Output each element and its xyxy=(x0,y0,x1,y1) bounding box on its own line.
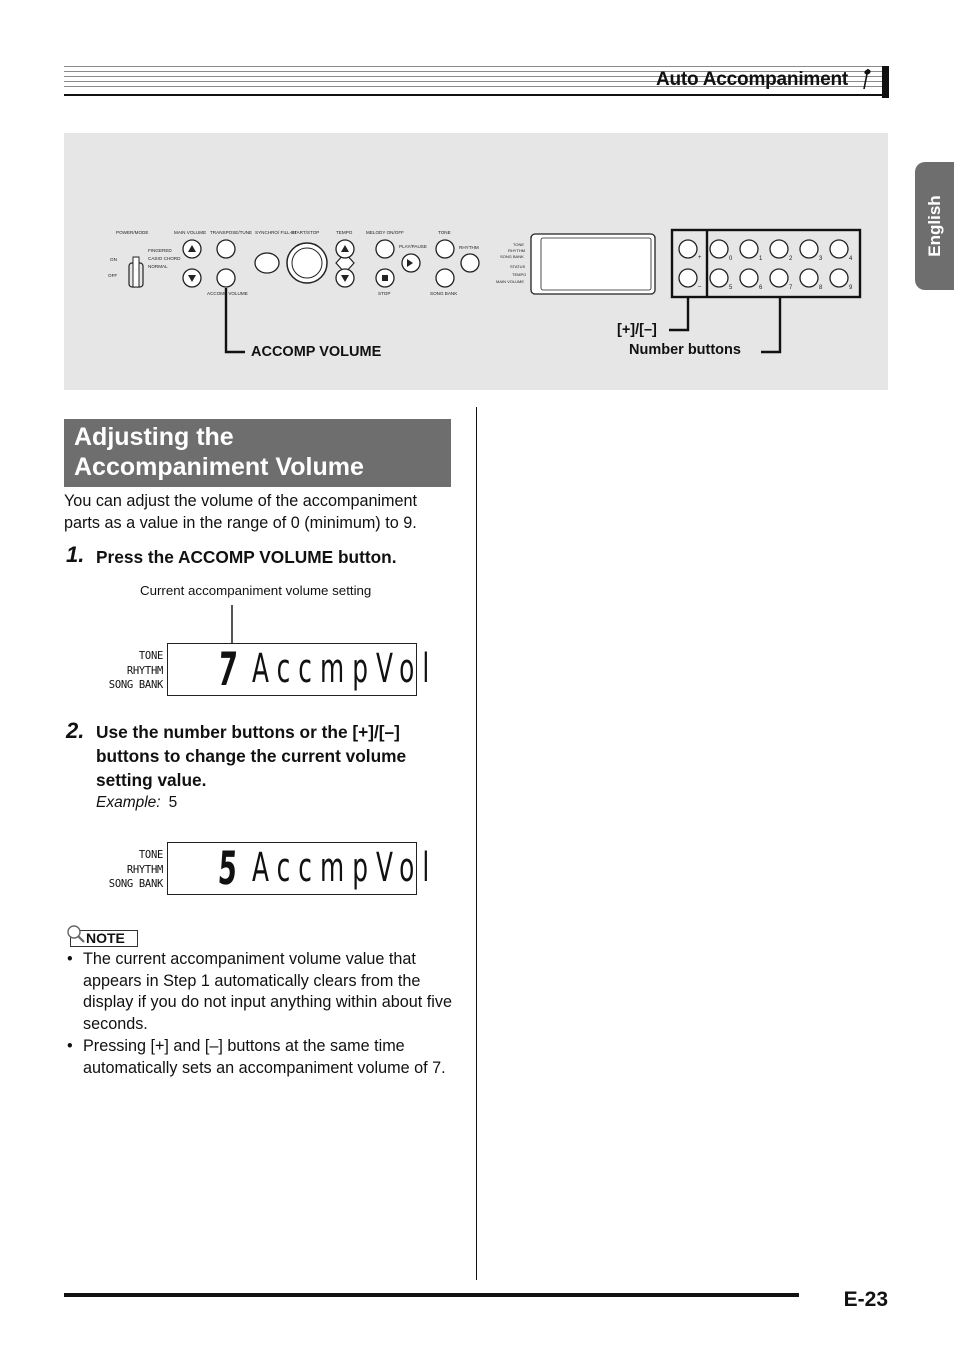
header-title: Auto Accompaniment xyxy=(655,69,848,90)
svg-text:SYNCHRO/ FILL-IN: SYNCHRO/ FILL-IN xyxy=(255,230,296,235)
svg-text:7: 7 xyxy=(789,285,793,291)
note-list xyxy=(64,949,454,1079)
column-divider xyxy=(476,407,477,1280)
lcd-label-rhythm: RHYTHM xyxy=(126,863,163,876)
svg-text:ACCOMP VOLUME: ACCOMP VOLUME xyxy=(207,291,248,296)
lcd-label-song-bank: SONG BANK xyxy=(108,679,163,691)
lcd-1-labels xyxy=(96,649,163,693)
svg-text:–: – xyxy=(698,284,702,290)
callout-accomp-volume: ACCOMP VOLUME xyxy=(251,344,382,360)
lcd-label-tone: TONE xyxy=(138,650,163,662)
svg-text:SONG BANK: SONG BANK xyxy=(500,254,524,259)
step-1-number: 1. xyxy=(66,542,85,567)
svg-text:RHYTHM: RHYTHM xyxy=(459,245,479,250)
svg-text:3: 3 xyxy=(819,256,823,262)
svg-text:OFF: OFF xyxy=(108,273,118,278)
svg-text:2: 2 xyxy=(789,256,793,262)
svg-text:START/STOP: START/STOP xyxy=(291,230,320,235)
language-label: English xyxy=(924,195,944,257)
svg-text:4: 4 xyxy=(849,256,853,262)
header-bar xyxy=(882,66,889,98)
svg-text:STATUS: STATUS xyxy=(510,264,526,269)
lcd-display-2 xyxy=(167,841,438,895)
language-tab xyxy=(915,162,954,290)
svg-text:TONE: TONE xyxy=(513,242,525,247)
svg-text:6: 6 xyxy=(759,285,763,291)
svg-text:MAIN VOLUME: MAIN VOLUME xyxy=(496,279,525,284)
lcd-text: AccmpVol xyxy=(252,646,438,692)
svg-text:RHYTHM: RHYTHM xyxy=(508,248,526,253)
step-2-number: 2. xyxy=(66,718,85,743)
svg-text:SONG BANK: SONG BANK xyxy=(430,291,458,296)
svg-text:MELODY ON/OFF: MELODY ON/OFF xyxy=(366,230,404,235)
svg-text:STOP: STOP xyxy=(378,291,391,296)
svg-text:ON: ON xyxy=(110,257,117,262)
svg-text:TRANSPOSE/TUNE: TRANSPOSE/TUNE xyxy=(210,230,253,235)
svg-text:0: 0 xyxy=(729,256,733,262)
note-label: NOTE xyxy=(86,930,125,946)
panel-label-power-mode: POWER/MODE xyxy=(116,230,149,235)
svg-text:TEMPO: TEMPO xyxy=(336,230,353,235)
lcd-label-song-bank: SONG BANK xyxy=(108,878,163,890)
svg-text:+: + xyxy=(698,255,702,261)
note-badge xyxy=(66,924,140,948)
svg-text:CASIO CHORD: CASIO CHORD xyxy=(148,256,181,261)
lcd-label-rhythm: RHYTHM xyxy=(126,664,163,677)
callout-plus-minus: [+]/[–] xyxy=(617,322,657,338)
svg-text:NORMAL: NORMAL xyxy=(148,264,168,269)
magnifier-icon xyxy=(66,924,88,944)
step-1-text: Press the ACCOMP VOLUME button. xyxy=(96,547,397,567)
footer-rule xyxy=(64,1293,799,1297)
control-panel-illustration xyxy=(64,133,888,390)
svg-text:1: 1 xyxy=(759,256,763,262)
svg-text:FINGERED: FINGERED xyxy=(148,248,172,253)
lcd-text: AccmpVol xyxy=(252,845,438,891)
svg-text:MAIN VOLUME: MAIN VOLUME xyxy=(174,230,207,235)
svg-text:PLAY/PAUSE: PLAY/PAUSE xyxy=(399,244,427,249)
svg-text:TEMPO: TEMPO xyxy=(512,272,527,277)
svg-text:8: 8 xyxy=(819,285,823,291)
example-label: Example: xyxy=(96,794,161,811)
music-note-icon xyxy=(858,67,872,93)
lcd-volume-digit: 7 xyxy=(216,642,239,696)
lcd-label-tone: TONE xyxy=(138,849,163,861)
section-title: Adjusting the Accompaniment Volume xyxy=(74,423,364,481)
callout-number-buttons: Number buttons xyxy=(629,342,741,358)
svg-text:TONE: TONE xyxy=(438,230,451,235)
page-number: E-23 xyxy=(843,1288,888,1311)
svg-text:5: 5 xyxy=(729,285,733,291)
step-2-text: Use the number buttons or the [+]/[–] buttons to change the current volume setting value. xyxy=(96,722,407,790)
lcd-caption: Current accompaniment volume setting xyxy=(140,583,372,598)
example-value: 5 xyxy=(168,794,178,811)
panel-drawing xyxy=(64,133,888,390)
section-heading xyxy=(64,419,451,487)
lcd-volume-digit: 5 xyxy=(216,841,239,895)
lcd-2-labels xyxy=(96,848,163,892)
note-item: • The current accompaniment volume value that appears in Step 1 automatically clears from the display if you do not input anything within about five seconds. xyxy=(64,949,454,1036)
note-item: • Pressing [+] and [–] buttons at the same time automatically sets an accompaniment volume of 7. xyxy=(64,1036,454,1079)
svg-text:9: 9 xyxy=(849,285,853,291)
lcd-display-1 xyxy=(167,642,438,696)
intro-paragraph: You can adjust the volume of the accompaniment parts as a value in the range of 0 (minimum) to 9. xyxy=(64,492,418,532)
example xyxy=(96,794,177,812)
